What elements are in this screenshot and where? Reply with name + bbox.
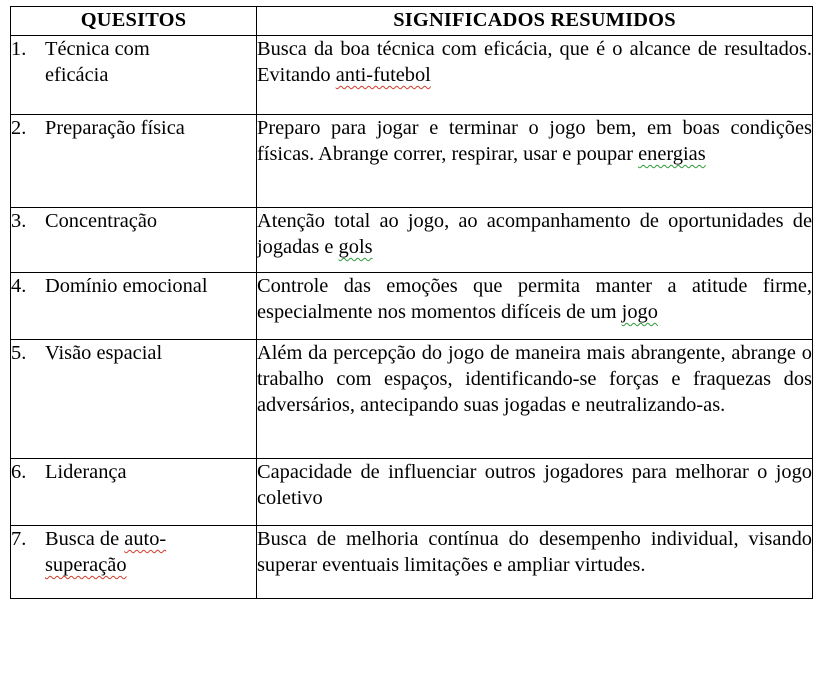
quesito-label: Visão espacial [45,342,163,364]
quesito-label: Técnica com eficácia [45,38,150,86]
significado-cell: Controle das emoções que permita manter a atitude firme, especialmente nos momentos difíceis de um jogo [257,273,813,340]
quesito-cell [11,115,257,208]
header-significados: SIGNIFICADOS RESUMIDOS [257,7,813,36]
table-row [11,526,813,599]
header-quesitos: QUESITOS [11,7,257,36]
quesito-label: Busca de auto- superação [45,528,167,576]
item-number: 4. [11,275,27,297]
table-row [11,273,813,340]
table-row [11,208,813,273]
grammar-mark: energias [638,143,706,165]
table-header-row [11,7,813,36]
significado-cell: Busca de melhoria contínua do desempenho individual, visando superar eventuais limitações e ampliar virtudes. [257,526,813,599]
quesito-cell [11,340,257,459]
table-row [11,115,813,208]
qualities-table [10,6,813,599]
item-number: 6. [11,461,27,483]
quesito-cell [11,36,257,115]
spellcheck-mark: anti-futebol [335,64,431,86]
significado-cell: Além da percepção do jogo de maneira mais abrangente, abrange o trabalho com espaços, identificando-se forças e fraquezas dos adversários, antecipando suas jogadas e neutralizando-as. [257,340,813,459]
table-row [11,36,813,115]
quesito-label: Liderança [45,461,127,483]
significado-cell: Atenção total ao jogo, ao acompanhamento de oportunidades de jogadas e gols [257,208,813,273]
item-number: 1. [11,38,27,60]
significado-cell: Busca da boa técnica com eficácia, que é o alcance de resultados. Evitando anti-futebol [257,36,813,115]
spellcheck-mark: superação [45,554,127,576]
quesito-cell [11,208,257,273]
grammar-mark: jogo [621,301,658,323]
quesito-label: Preparação física [45,117,185,139]
quesito-cell [11,273,257,340]
significado-cell: Preparo para jogar e terminar o jogo bem, em boas condições físicas. Abrange correr, respirar, usar e poupar energias [257,115,813,208]
item-number: 7. [11,528,27,550]
table-row [11,340,813,459]
item-number: 2. [11,117,27,139]
significado-cell: Capacidade de influenciar outros jogadores para melhorar o jogo coletivo [257,459,813,526]
table-row [11,459,813,526]
quesito-label: Concentração [45,210,158,232]
item-number: 5. [11,342,27,364]
quesito-label: Domínio emocional [45,275,208,297]
quesito-cell [11,459,257,526]
quesito-cell [11,526,257,599]
grammar-mark: gols [338,236,373,258]
item-number: 3. [11,210,27,232]
spellcheck-mark: auto- [124,528,167,550]
